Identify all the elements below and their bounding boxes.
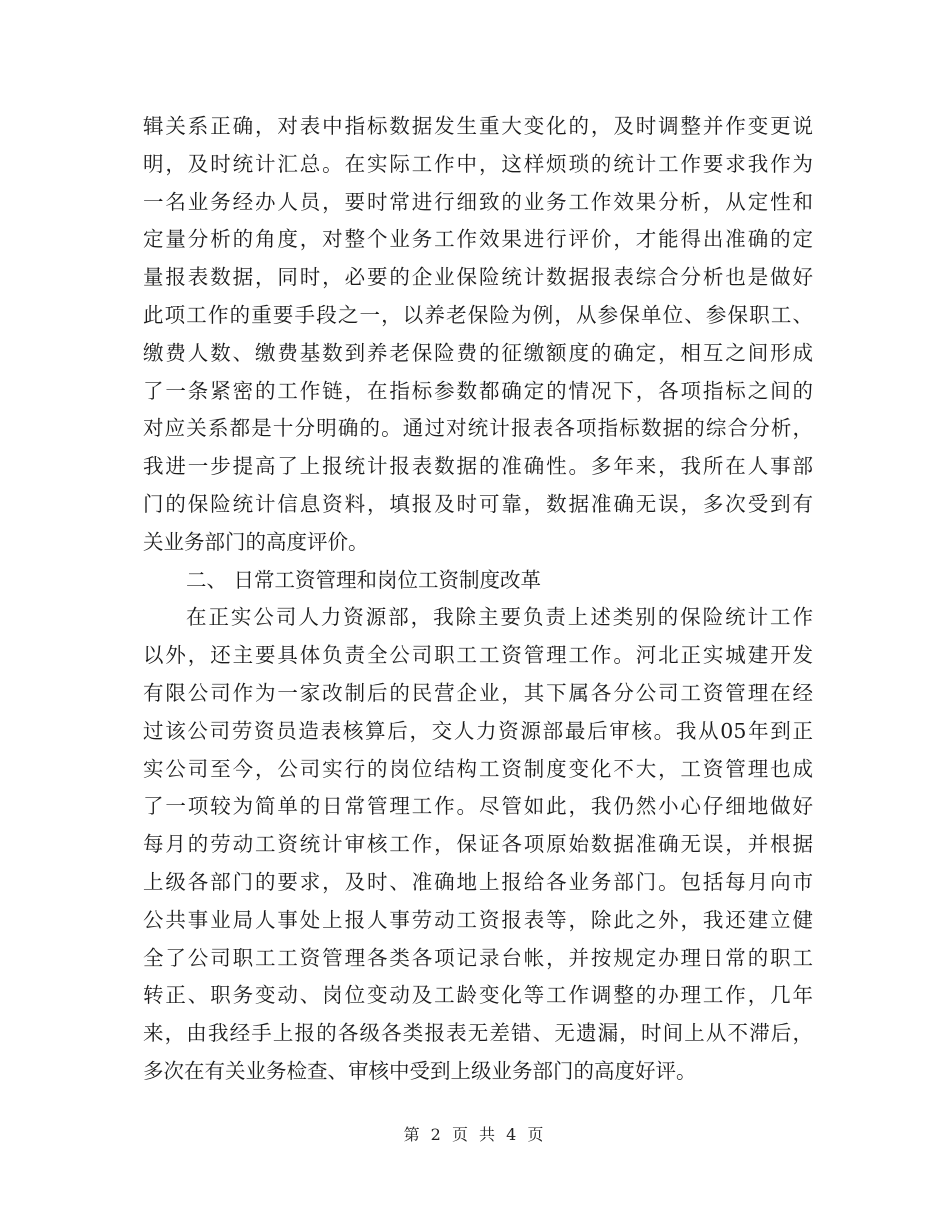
text-line: 多次在有关业务检查、审核中受到上级业务部门的高度好评。 <box>143 1058 697 1083</box>
text-line: 缴费人数、缴费基数到养老保险费的征缴额度的确定，相互之间形成 <box>143 340 813 365</box>
text-line: 上级各部门的要求，及时、准确地上报给各业务部门。包括每月向市 <box>143 869 813 894</box>
body-text <box>143 108 813 1091</box>
text-line: 量报表数据，同时，必要的企业保险统计数据报表综合分析也是做好 <box>143 265 813 290</box>
text-line: 了一条紧密的工作链，在指标参数都确定的情况下，各项指标之间的 <box>143 378 813 403</box>
text-line: 门的保险统计信息资料，填报及时可靠，数据准确无误，多次受到有 <box>143 491 813 516</box>
text-line: 转正、职务变动、岗位变动及工龄变化等工作调整的办理工作，几年 <box>143 983 813 1008</box>
text-line: 辑关系正确，对表中指标数据发生重大变化的，及时调整并作变更说 <box>143 114 813 138</box>
text-line: 全了公司职工工资管理各类各项记录台帐，并按规定办理日常的职工 <box>143 945 813 970</box>
text-line: 明，及时统计汇总。在实际工作中，这样烦琐的统计工作要求我作为 <box>143 151 813 176</box>
text-line: 了一项较为简单的日常管理工作。尽管如此，我仍然小心仔细地做好 <box>143 794 813 819</box>
text-line: 过该公司劳资员造表核算后，交人力资源部最后审核。我从05年到正 <box>143 718 813 743</box>
section-heading: 二、 日常工资管理和岗位工资制度改革 <box>186 567 542 592</box>
text-line: 公共事业局人事处上报人事劳动工资报表等，除此之外，我还建立健 <box>143 907 813 932</box>
text-line: 一名业务经办人员，要时常进行细致的业务工作效果分析，从定性和 <box>143 189 813 214</box>
text-line: 此项工作的重要手段之一，以养老保险为例，从参保单位、参保职工、 <box>143 302 813 327</box>
text-line: 以外，还主要具体负责全公司职工工资管理工作。河北正实城建开发 <box>143 643 813 668</box>
text-line: 关业务部门的高度评价。 <box>143 529 369 554</box>
text-line: 对应关系都是十分明确的。通过对统计报表各项指标数据的综合分析， <box>143 416 813 441</box>
text-line: 在正实公司人力资源部，我除主要负责上述类别的保险统计工作 <box>186 605 813 630</box>
page-footer: 第 2 页 共 4 页 <box>403 1125 547 1144</box>
text-line: 定量分析的角度，对整个业务工作效果进行评价，才能得出准确的定 <box>143 227 813 252</box>
text-line: 来，由我经手上报的各级各类报表无差错、无遗漏，时间上从不滞后， <box>143 1021 813 1046</box>
text-line: 有限公司作为一家改制后的民营企业，其下属各分公司工资管理在经 <box>143 680 813 705</box>
text-line: 我进一步提高了上报统计报表数据的准确性。多年来，我所在人事部 <box>143 454 813 479</box>
text-line: 每月的劳动工资统计审核工作，保证各项原始数据准确无误，并根据 <box>143 832 813 857</box>
text-line: 实公司至今，公司实行的岗位结构工资制度变化不大，工资管理也成 <box>143 756 813 781</box>
